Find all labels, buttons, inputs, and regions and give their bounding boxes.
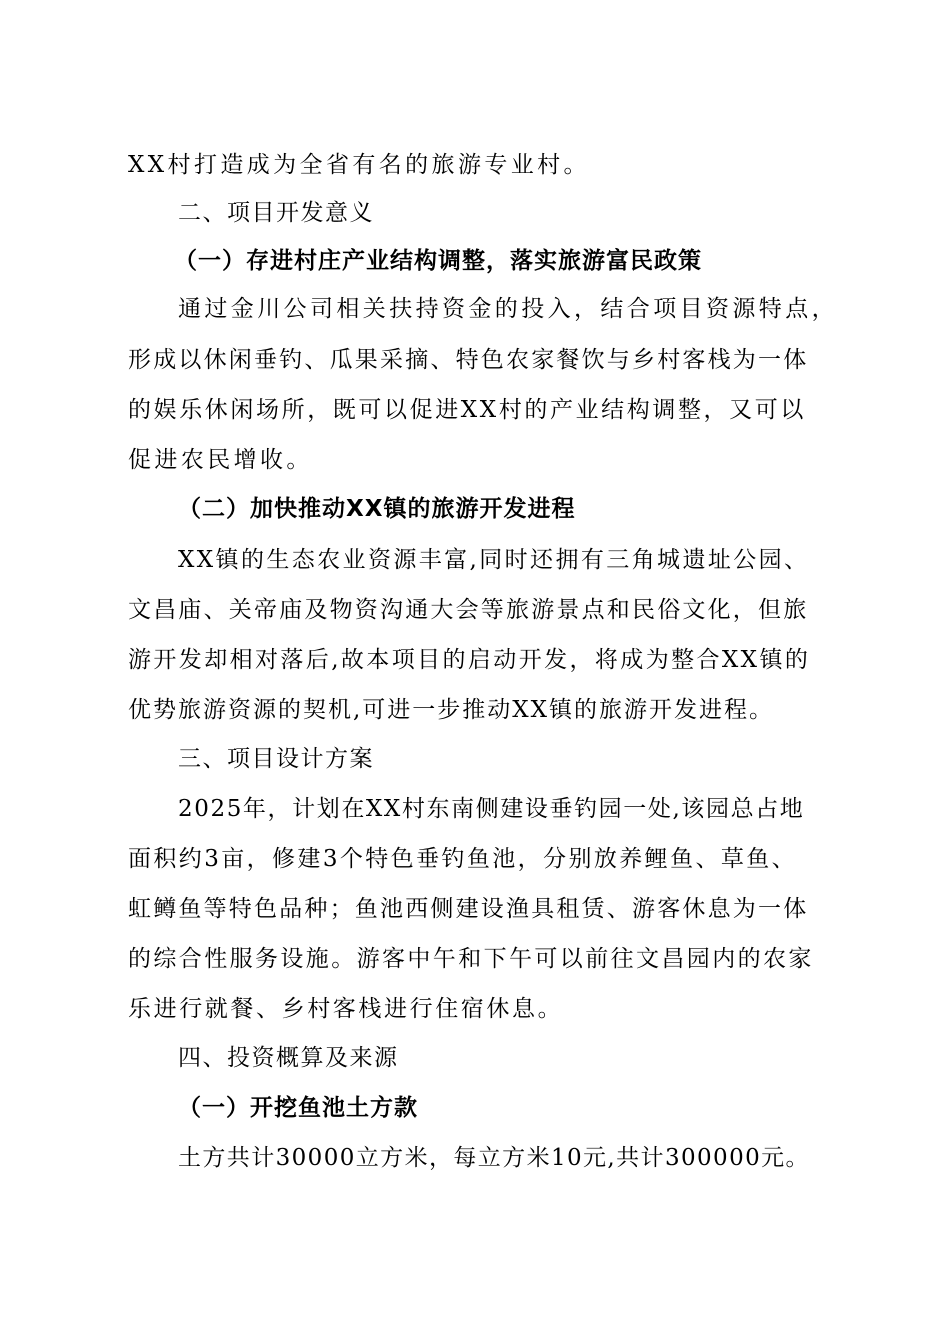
paragraph-line: 游开发却相对落后,故本项目的启动开发，将成为整合XX镇的 [128,647,811,673]
paragraph-line: 乐进行就餐、乡村客栈进行住宿休息。 [128,996,564,1022]
paragraph-line: 优势旅游资源的契机,可进一步推动XX镇的旅游开发进程。 [128,697,775,723]
section-heading: 三、项目设计方案 [178,746,374,772]
paragraph-line: 虹鳟鱼等特色品种；鱼池西侧建设渔具租赁、游客休息为一体 [128,896,809,922]
paragraph-line: 文昌庙、关帝庙及物资沟通大会等旅游景点和民俗文化，但旅 [128,597,809,623]
paragraph-line: 2025年，计划在XX村东南侧建设垂钓园一处,该园总占地 [178,796,805,822]
section-heading: 二、项目开发意义 [178,200,374,226]
subsection-heading: （二）加快推动XX镇的旅游开发进程 [178,496,576,522]
paragraph-line: 通过金川公司相关扶持资金的投入，结合项目资源特点， [178,296,838,322]
paragraph-line: 土方共计30000立方米，每立方米10元,共计300000元。 [178,1145,810,1171]
paragraph-line: 的娱乐休闲场所，既可以促进XX村的产业结构调整，又可以 [128,397,806,423]
paragraph-line: 的综合性服务设施。游客中午和下午可以前往文昌园内的农家 [128,946,814,972]
paragraph-line: XX镇的生态农业资源丰富,同时还拥有三角城遗址公园、 [178,547,810,573]
section-heading: 四、投资概算及来源 [178,1045,399,1071]
paragraph-line: 形成以休闲垂钓、瓜果采摘、特色农家餐饮与乡村客栈为一体 [128,347,809,373]
subsection-heading: （一）开挖鱼池土方款 [178,1095,418,1121]
subsection-heading: （一）存进村庄产业结构调整，落实旅游富民政策 [174,248,702,274]
paragraph-line: 促进农民增收。 [128,447,313,473]
paragraph-line: XX村打造成为全省有名的旅游专业村。 [128,152,590,178]
paragraph-line: 面积约3亩，修建3个特色垂钓鱼池，分别放养鲤鱼、草鱼、 [128,846,798,872]
